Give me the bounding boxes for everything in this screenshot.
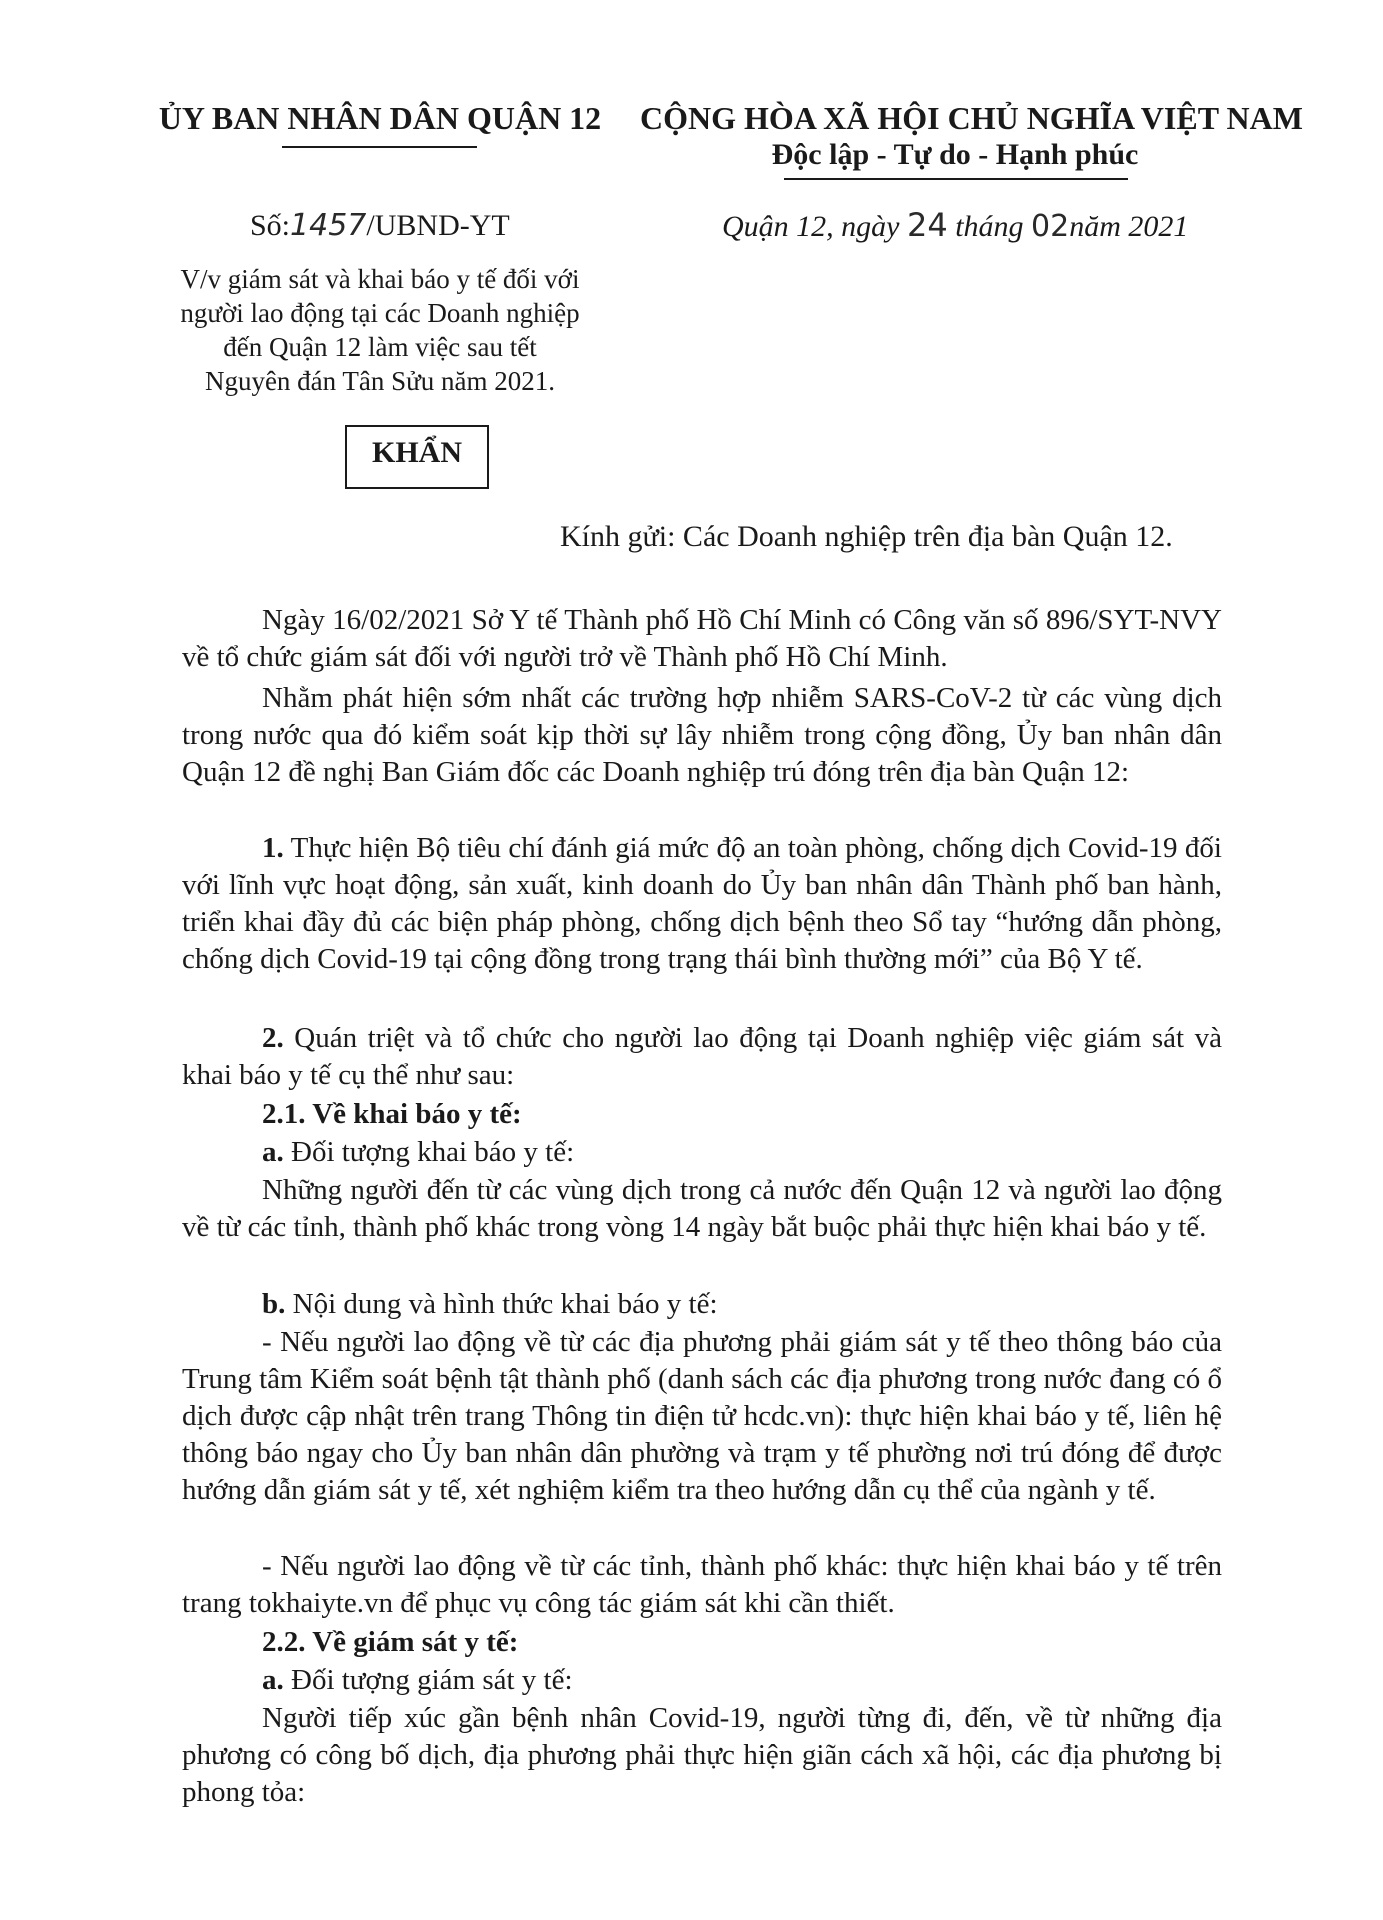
section-2-1-b	[262, 1286, 718, 1323]
section-2-2-a	[262, 1662, 573, 1699]
organization-name: ỦY BAN NHÂN DÂN QUẬN 12	[158, 100, 602, 136]
paragraph-declaration-subjects: Những người đến từ các vùng dịch trong cả nước đến Quận 12 và người lao động về từ các tỉnh, thành phố khác trong vòng 14 ngày bắt buộc phải thực hiện khai báo y tế.	[182, 1174, 1222, 1243]
org-underline	[282, 146, 477, 148]
date-day-handwritten: 24	[906, 206, 948, 244]
motto-underline	[784, 178, 1128, 180]
paragraph-surveillance-subjects: Người tiếp xúc gần bệnh nhân Covid-19, người từng đi, đến, về từ những địa phương có công bố dịch, địa phương phải thực hiện giãn cách xã hội, các địa phương bị phong tỏa:	[182, 1702, 1222, 1808]
recipient-line: Kính gửi: Các Doanh nghiệp trên địa bàn Quận 12.	[560, 520, 1173, 553]
date-part-1: Quận 12, ngày	[722, 210, 900, 243]
item-number: 2.	[262, 1022, 284, 1054]
section-2-1-heading: 2.1. Về khai báo y tế:	[262, 1098, 522, 1130]
item-number: 1.	[262, 832, 284, 864]
paragraph-declaration-case-2: - Nếu người lao động về từ các tỉnh, thành phố khác: thực hiện khai báo y tế trên trang tokhaiyte.vn để phục vụ công tác giám sát khi cần thiết.	[182, 1550, 1222, 1619]
subject-line: V/v giám sát và khai báo y tế đối với	[180, 264, 580, 294]
doc-number-handwritten: 1457	[290, 208, 367, 243]
section-2-1-a	[262, 1134, 574, 1171]
national-motto: Độc lập - Tự do - Hạnh phúc	[771, 138, 1139, 171]
sub-item-letter: b.	[262, 1288, 286, 1320]
sub-item-text: Đối tượng giám sát y tế:	[291, 1664, 573, 1696]
doc-number-prefix: Số:	[250, 209, 291, 242]
paragraph-item-1	[182, 830, 1222, 978]
sub-item-text: Đối tượng khai báo y tế:	[291, 1136, 575, 1168]
paragraph-declaration-case-1: - Nếu người lao động về từ các địa phương phải giám sát y tế theo thông báo của Trung tâm Kiểm soát bệnh tật thành phố (danh sách các địa phương trong nước đang có ổ dịch được cập nhật trên trang Thông tin điện tử hcdc.vn): thực hiện khai báo y tế, liên hệ thông báo ngay cho Ủy ban nhân dân phường và trạm y tế phường nơi trú đóng để được hướng dẫn giám sát y tế, xét nghiệm kiểm tra theo hướng dẫn cụ thể của ngành y tế.	[182, 1326, 1222, 1506]
sub-item-letter: a.	[262, 1664, 284, 1696]
paragraph-reference: Ngày 16/02/2021 Sở Y tế Thành phố Hồ Chí Minh có Công văn số 896/SYT-NVY về tổ chức giám sát đối với người trở về Thành phố Hồ Chí Minh.	[182, 604, 1222, 673]
doc-number-suffix: /UBND-YT	[366, 209, 510, 242]
date-month-handwritten: 02	[1031, 209, 1070, 244]
item-text: Thực hiện Bộ tiêu chí đánh giá mức độ an toàn phòng, chống dịch Covid-19 đối với lĩnh vực hoạt động, sản xuất, kinh doanh do Ủy ban nhân dân Thành phố ban hành, triển khai đầy đủ các biện pháp phòng, chống dịch bệnh theo Sổ tay “hướng dẫn phòng, chống dịch Covid-19 tại cộng đồng trong trạng thái bình thường mới” của Bộ Y tế.	[182, 832, 1222, 975]
subject-line: Nguyên đán Tân Sửu năm 2021.	[204, 366, 556, 396]
section-2-2-heading: 2.2. Về giám sát y tế:	[262, 1626, 519, 1658]
subject-block	[150, 262, 610, 398]
subject-line: đến Quận 12 làm việc sau tết	[223, 332, 537, 362]
country-name: CỘNG HÒA XÃ HỘI CHỦ NGHĨA VIỆT NAM	[640, 100, 1303, 136]
item-text: Quán triệt và tổ chức cho người lao động tại Doanh nghiệp việc giám sát và khai báo y tế cụ thể như sau:	[182, 1022, 1223, 1091]
date-line	[722, 206, 1188, 244]
date-part-2: tháng	[955, 210, 1024, 243]
paragraph-item-2	[182, 1020, 1222, 1094]
paragraph-purpose: Nhằm phát hiện sớm nhất các trường hợp nhiễm SARS-CoV-2 từ các vùng dịch trong nước qua đó kiểm soát kịp thời sự lây nhiễm trong cộng đồng, Ủy ban nhân dân Quận 12 đề nghị Ban Giám đốc các Doanh nghiệp trú đóng trên địa bàn Quận 12:	[182, 682, 1222, 788]
sub-item-text: Nội dung và hình thức khai báo y tế:	[292, 1288, 718, 1320]
subject-line: người lao động tại các Doanh nghiệp	[180, 298, 580, 328]
document-number	[250, 208, 510, 243]
date-part-3: năm 2021	[1069, 210, 1189, 243]
urgent-label: KHẨN	[372, 436, 462, 469]
sub-item-letter: a.	[262, 1136, 284, 1168]
